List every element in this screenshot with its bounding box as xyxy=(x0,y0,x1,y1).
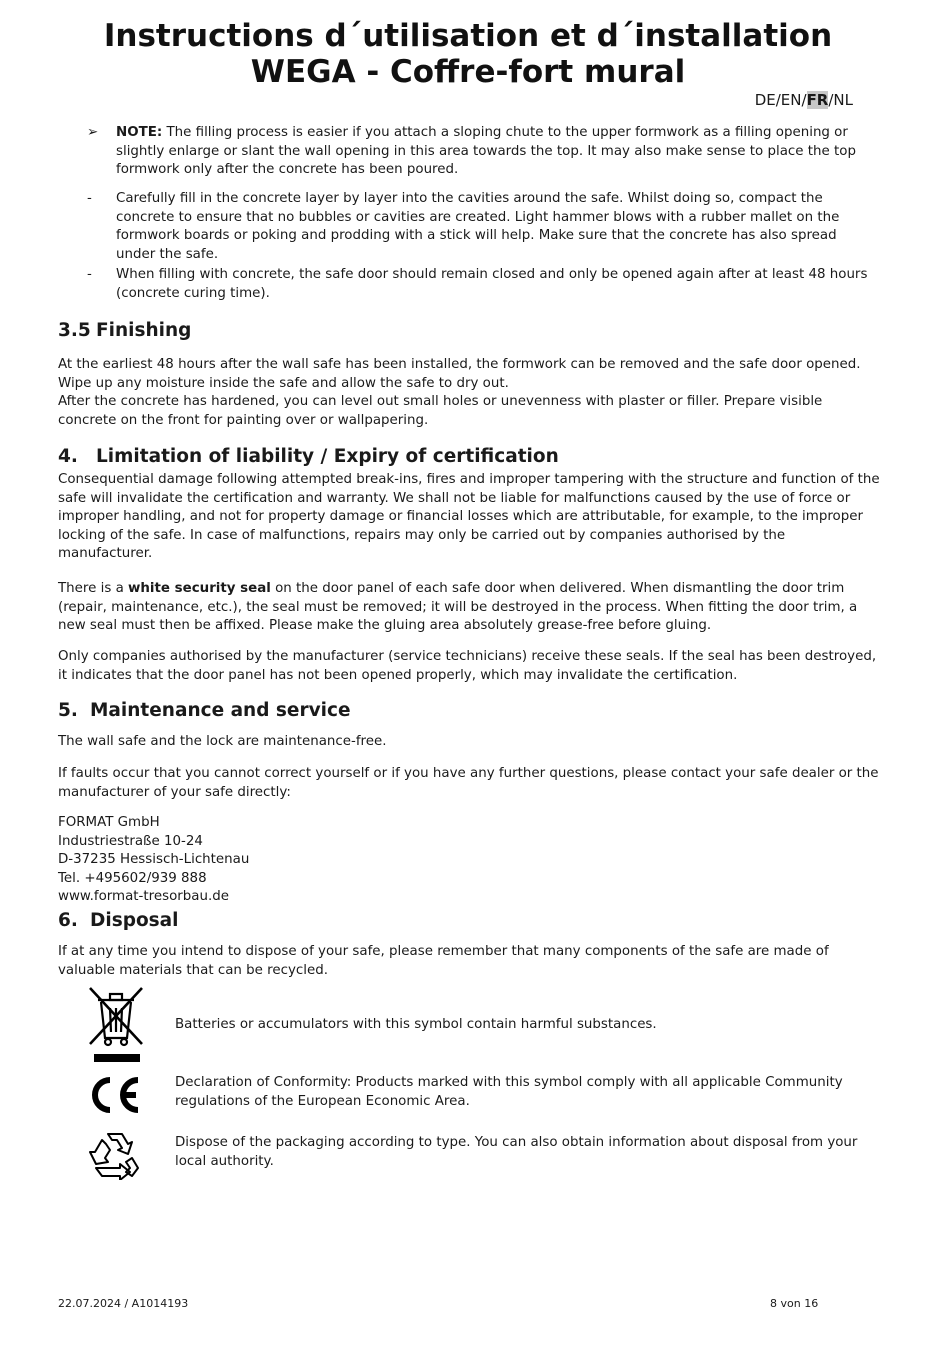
address-phone: Tel. +495602/939 888 xyxy=(58,870,207,886)
bullet-marker: - xyxy=(87,267,92,282)
bullet-item: When filling with concrete, the safe door should remain closed and only be opened again after at least 48 hours (concrete curing time). xyxy=(116,267,868,301)
language-selector: DE/EN/FR/NL xyxy=(754,91,853,109)
paragraph: If faults occur that you cannot correct yourself or if you have any further questions, please contact your safe dealer or the manufacturer of your safe directly: xyxy=(58,766,879,800)
bullet-marker: - xyxy=(87,191,92,206)
paragraph: After the concrete has hardened, you can level out small holes or unevenness with plaster or filler. Prepare visible concrete on the front for painting over or wallpapering. xyxy=(58,394,823,428)
address-company: FORMAT GmbH xyxy=(58,815,160,830)
paragraph: There is a white security seal on the door panel of each safe door when delivered. When dismantling the door trim (repair, maintenance, etc.), the seal must be removed; it will be destroyed in the process. When fitting the door trim, a new seal must then be affixed. Please make the gluing area absolutely grease-free before gluing. xyxy=(58,581,858,634)
lang-nl[interactable]: NL xyxy=(833,91,853,109)
paragraph: At the earliest 48 hours after the wall safe has been installed, the formwork can be removed and the safe door opened. Wipe up any moisture inside the safe and allow the safe to dry out. xyxy=(58,357,861,391)
section-heading-liability: 4. Limitation of liability / Expiry of certification xyxy=(58,446,559,467)
lang-de[interactable]: DE xyxy=(754,91,776,109)
paragraph: Only companies authorised by the manufacturer (service technicians) receive these seals. If the seal has been destroyed, it indicates that the door panel has not been opened properly, which may invalidate the certification. xyxy=(58,649,877,683)
legend-text: Batteries or accumulators with this symbol contain harmful substances. xyxy=(175,1017,657,1032)
ce-mark-icon xyxy=(86,1074,146,1120)
paragraph: The wall safe and the lock are maintenance-free. xyxy=(58,734,387,749)
legend-text: Dispose of the packaging according to type. You can also obtain information about disposal from your local authority. xyxy=(175,1135,858,1169)
manufacturer-address xyxy=(58,814,883,907)
lang-en[interactable]: EN xyxy=(780,91,802,109)
section-heading-disposal: 6. Disposal xyxy=(58,910,179,931)
note-text: The filling process is easier if you attach a sloping chute to the upper formwork as a filling opening or slightly enlarge or slant the wall opening in this area towards the top. It may also make sense to place the top formwork only after the concrete has been poured. xyxy=(116,125,856,178)
section-heading-finishing: 3.5 Finishing xyxy=(58,320,192,341)
document-subtitle: WEGA - Coffre-fort mural xyxy=(250,54,686,90)
paragraph: Consequential damage following attempted break-ins, fires and improper tampering with the structure and function of the safe will invalidate the certification and warranty. We shall not be liable for malfunctions caused by the use of force or improper handling, and not for property damage or financial losses which are attributable, for example, to the improper locking of the safe. In case of malfunctions, repairs may only be carried out by companies authorised by the manufacturer. xyxy=(58,472,880,562)
section-heading-maintenance: 5. Maintenance and service xyxy=(58,700,351,721)
bullet-item: Carefully fill in the concrete layer by layer into the cavities around the safe. Whilst doing so, compact the concrete to ensure that no bubbles or cavities are created. Light hammer blows with a rubber mallet on the formwork boards or poking and prodding with a stick will help. Make sure that the concrete has also spread under the safe. xyxy=(116,191,840,262)
note-label: NOTE: xyxy=(116,125,163,140)
address-city: D-37235 Hessisch-Lichtenau xyxy=(58,852,250,868)
paragraph: If at any time you intend to dispose of your safe, please remember that many components of the safe are made of valuable materials that can be recycled. xyxy=(58,944,829,978)
legend-text: Declaration of Conformity: Products marked with this symbol comply with all applicable Community regulations of the European Economic Area. xyxy=(175,1075,843,1109)
lang-fr-current[interactable]: FR xyxy=(806,91,829,109)
recycling-icon xyxy=(86,1128,144,1184)
note-paragraph xyxy=(116,124,876,180)
arrow-bullet-icon: ➢ xyxy=(87,125,99,140)
address-street: Industriestraße 10-24 xyxy=(58,833,203,849)
page-number: 8 von 16 xyxy=(770,1297,819,1310)
document-title: Instructions d´utilisation et d´installation xyxy=(103,18,833,54)
footer-date-ref: 22.07.2024 / A1014193 xyxy=(58,1297,189,1310)
address-website[interactable]: www.format-tresorbau.de xyxy=(58,889,229,905)
crossed-bin-icon xyxy=(86,984,148,1066)
security-seal-label: white security seal xyxy=(128,581,271,596)
